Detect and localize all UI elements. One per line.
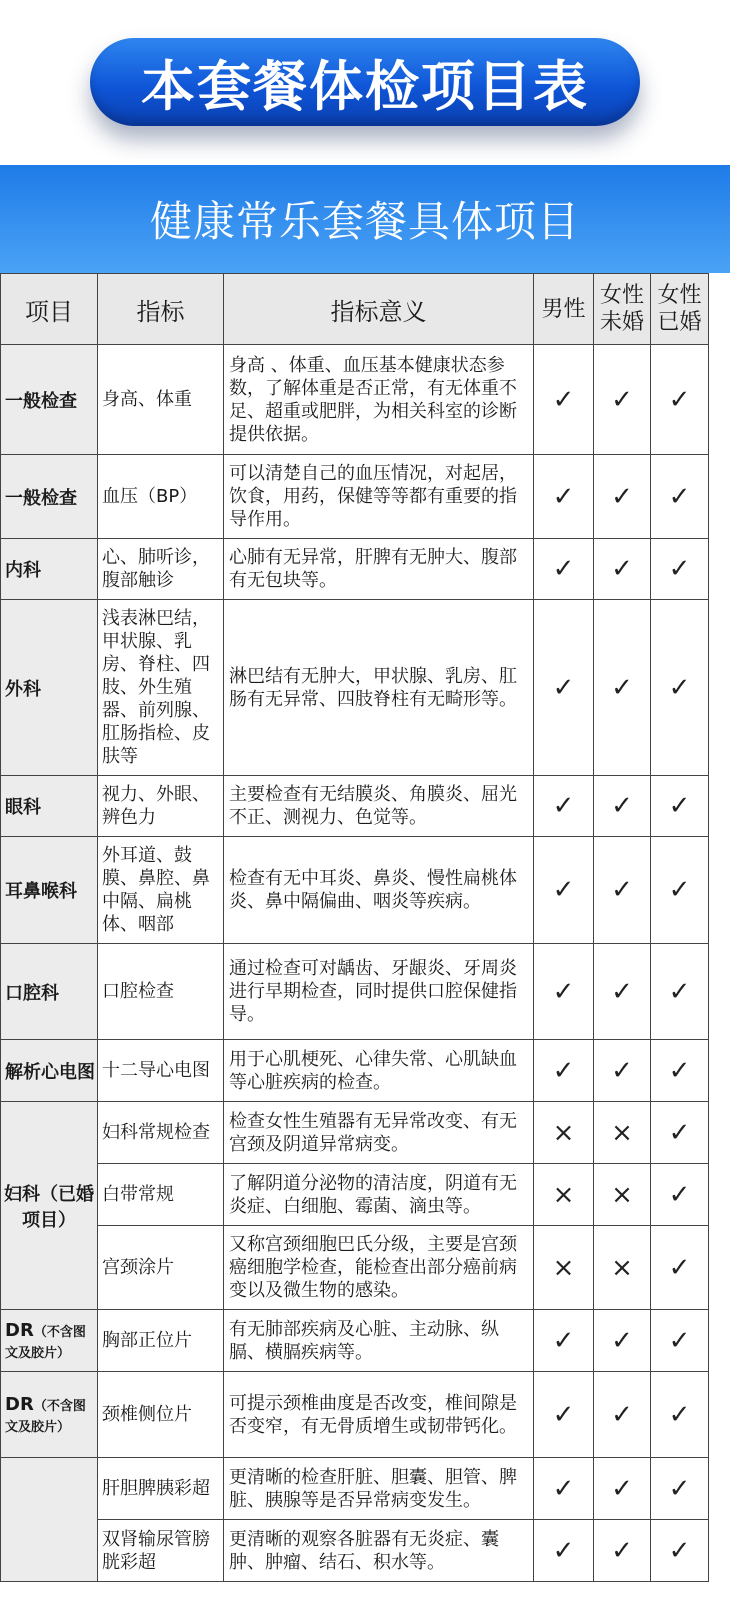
indicator-cell: 血压（BP） xyxy=(98,455,224,539)
female-unmarried-mark: ✓ xyxy=(594,1458,651,1520)
indicator-cell: 身高、体重 xyxy=(98,345,224,455)
meaning-cell: 可以清楚自己的血压情况，对起居，饮食，用药，保健等等都有重要的指导作用。 xyxy=(224,455,534,539)
table-row xyxy=(1,600,709,776)
female-married-mark: ✓ xyxy=(651,1372,709,1458)
male-mark: ✓ xyxy=(534,539,594,600)
female-unmarried-mark: ✓ xyxy=(594,1040,651,1102)
male-mark: ✓ xyxy=(534,1310,594,1372)
meaning-cell: 检查女性生殖器有无异常改变、有无宫颈及阴道异常病变。 xyxy=(224,1102,534,1164)
female-married-mark: ✓ xyxy=(651,1310,709,1372)
indicator-cell: 妇科常规检查 xyxy=(98,1102,224,1164)
male-mark: ✓ xyxy=(534,455,594,539)
category-label: DR xyxy=(5,1319,34,1341)
female-unmarried-mark: × xyxy=(594,1164,651,1226)
female-married-mark: ✓ xyxy=(651,1458,709,1520)
category-cell: 外科 xyxy=(1,600,98,776)
male-mark: ✓ xyxy=(534,1458,594,1520)
table-row xyxy=(1,1458,709,1520)
female-unmarried-mark: × xyxy=(594,1226,651,1310)
male-mark: ✓ xyxy=(534,837,594,944)
indicator-cell: 口腔检查 xyxy=(98,944,224,1040)
indicator-cell: 白带常规 xyxy=(98,1164,224,1226)
table-row xyxy=(1,1164,709,1226)
table-row xyxy=(1,455,709,539)
meaning-cell: 可提示颈椎曲度是否改变，椎间隙是否变窄，有无骨质增生或韧带钙化。 xyxy=(224,1372,534,1458)
female-unmarried-mark: ✓ xyxy=(594,1520,651,1582)
meaning-cell: 淋巴结有无肿大，甲状腺、乳房、肛肠有无异常、四肢脊柱有无畸形等。 xyxy=(224,600,534,776)
indicator-cell: 双肾输尿管膀胱彩超 xyxy=(98,1520,224,1582)
category-cell: 一般检查 xyxy=(1,345,98,455)
male-mark: ✓ xyxy=(534,1040,594,1102)
male-mark: ✓ xyxy=(534,1372,594,1458)
female-married-mark: ✓ xyxy=(651,1520,709,1582)
female-unmarried-mark: ✓ xyxy=(594,1310,651,1372)
header-female-married: 女性已婚 xyxy=(651,274,709,345)
table-row xyxy=(1,1102,709,1164)
indicator-cell: 十二导心电图 xyxy=(98,1040,224,1102)
category-cell: 妇科（已婚项目） xyxy=(1,1102,98,1310)
category-cell: 内科 xyxy=(1,539,98,600)
header-male: 男性 xyxy=(534,274,594,345)
meaning-cell: 身高 、体重、血压基本健康状态参数，了解体重是否正常，有无体重不足、超重或肥胖，为相关科室的诊断提供依据。 xyxy=(224,345,534,455)
category-cell xyxy=(1,1372,98,1458)
banner xyxy=(0,0,730,165)
section-header xyxy=(0,165,730,273)
male-mark: ✓ xyxy=(534,776,594,837)
female-unmarried-mark: ✓ xyxy=(594,345,651,455)
female-unmarried-mark: ✓ xyxy=(594,455,651,539)
category-note: （不含图文及胶片） xyxy=(5,1324,86,1361)
table-row xyxy=(1,1040,709,1102)
male-mark: ✓ xyxy=(534,345,594,455)
female-married-mark: ✓ xyxy=(651,1102,709,1164)
table-row xyxy=(1,1372,709,1458)
female-married-mark: ✓ xyxy=(651,944,709,1040)
indicator-cell: 颈椎侧位片 xyxy=(98,1372,224,1458)
female-unmarried-mark: ✓ xyxy=(594,1372,651,1458)
meaning-cell: 更清晰的检查肝脏、胆囊、胆管、脾脏、胰腺等是否异常病变发生。 xyxy=(224,1458,534,1520)
female-married-mark: ✓ xyxy=(651,345,709,455)
section-title: 健康常乐套餐具体项目 xyxy=(149,197,580,246)
female-unmarried-mark: ✓ xyxy=(594,600,651,776)
meaning-cell: 了解阴道分泌物的清洁度，阴道有无炎症、白细胞、霉菌、滴虫等。 xyxy=(224,1164,534,1226)
indicator-cell: 心、肺听诊，腹部触诊 xyxy=(98,539,224,600)
female-married-mark: ✓ xyxy=(651,455,709,539)
meaning-cell: 又称宫颈细胞巴氏分级，主要是宫颈癌细胞学检查，能检查出部分癌前病变以及微生物的感染。 xyxy=(224,1226,534,1310)
header-meaning: 指标意义 xyxy=(224,274,534,345)
meaning-cell: 通过检查可对龋齿、牙龈炎、牙周炎进行早期检查，同时提供口腔保健指导。 xyxy=(224,944,534,1040)
category-cell: 眼科 xyxy=(1,776,98,837)
female-unmarried-mark: ✓ xyxy=(594,776,651,837)
category-cell xyxy=(1,1310,98,1372)
table-row xyxy=(1,1520,709,1582)
category-cell: 解析心电图 xyxy=(1,1040,98,1102)
banner-title: 本套餐体检项目表 xyxy=(141,54,589,118)
table-row xyxy=(1,944,709,1040)
meaning-cell: 用于心肌梗死、心律失常、心肌缺血等心脏疾病的检查。 xyxy=(224,1040,534,1102)
female-married-mark: ✓ xyxy=(651,600,709,776)
female-married-mark: ✓ xyxy=(651,539,709,600)
indicator-cell: 浅表淋巴结，甲状腺、乳房、脊柱、四肢、外生殖器、前列腺、肛肠指检、皮肤等 xyxy=(98,600,224,776)
header-female-unmarried: 女性未婚 xyxy=(594,274,651,345)
male-mark: ✓ xyxy=(534,600,594,776)
category-cell: 口腔科 xyxy=(1,944,98,1040)
indicator-cell: 肝胆脾胰彩超 xyxy=(98,1458,224,1520)
female-unmarried-mark: × xyxy=(594,1102,651,1164)
table-row xyxy=(1,1226,709,1310)
male-mark: × xyxy=(534,1226,594,1310)
indicator-cell: 外耳道、鼓膜、鼻腔、鼻中隔、扁桃体、咽部 xyxy=(98,837,224,944)
female-unmarried-mark: ✓ xyxy=(594,539,651,600)
indicator-cell: 胸部正位片 xyxy=(98,1310,224,1372)
table-header-row xyxy=(1,274,709,345)
male-mark: × xyxy=(534,1164,594,1226)
meaning-cell: 检查有无中耳炎、鼻炎、慢性扁桃体炎、鼻中隔偏曲、咽炎等疾病。 xyxy=(224,837,534,944)
category-label: DR xyxy=(5,1393,34,1415)
meaning-cell: 主要检查有无结膜炎、角膜炎、屈光不正、测视力、色觉等。 xyxy=(224,776,534,837)
meaning-cell: 心肺有无异常，肝脾有无肿大、腹部有无包块等。 xyxy=(224,539,534,600)
female-married-mark: ✓ xyxy=(651,1164,709,1226)
indicator-cell: 宫颈涂片 xyxy=(98,1226,224,1310)
category-cell xyxy=(1,1458,98,1582)
category-cell: 一般检查 xyxy=(1,455,98,539)
female-married-mark: ✓ xyxy=(651,1226,709,1310)
category-note: （不含图文及胶片） xyxy=(5,1398,86,1435)
meaning-cell: 有无肺部疾病及心脏、主动脉、纵膈、横膈疾病等。 xyxy=(224,1310,534,1372)
banner-pill xyxy=(90,38,640,126)
male-mark: ✓ xyxy=(534,944,594,1040)
female-married-mark: ✓ xyxy=(651,776,709,837)
male-mark: × xyxy=(534,1102,594,1164)
table-row xyxy=(1,776,709,837)
table-row xyxy=(1,345,709,455)
header-category: 项目 xyxy=(1,274,98,345)
table-row xyxy=(1,539,709,600)
meaning-cell: 更清晰的观察各脏器有无炎症、囊肿、肿瘤、结石、积水等。 xyxy=(224,1520,534,1582)
female-unmarried-mark: ✓ xyxy=(594,837,651,944)
male-mark: ✓ xyxy=(534,1520,594,1582)
header-indicator: 指标 xyxy=(98,274,224,345)
female-married-mark: ✓ xyxy=(651,1040,709,1102)
female-married-mark: ✓ xyxy=(651,837,709,944)
category-cell: 耳鼻喉科 xyxy=(1,837,98,944)
indicator-cell: 视力、外眼、辨色力 xyxy=(98,776,224,837)
table-row xyxy=(1,837,709,944)
exam-items-table xyxy=(0,273,709,1582)
female-unmarried-mark: ✓ xyxy=(594,944,651,1040)
table-row xyxy=(1,1310,709,1372)
